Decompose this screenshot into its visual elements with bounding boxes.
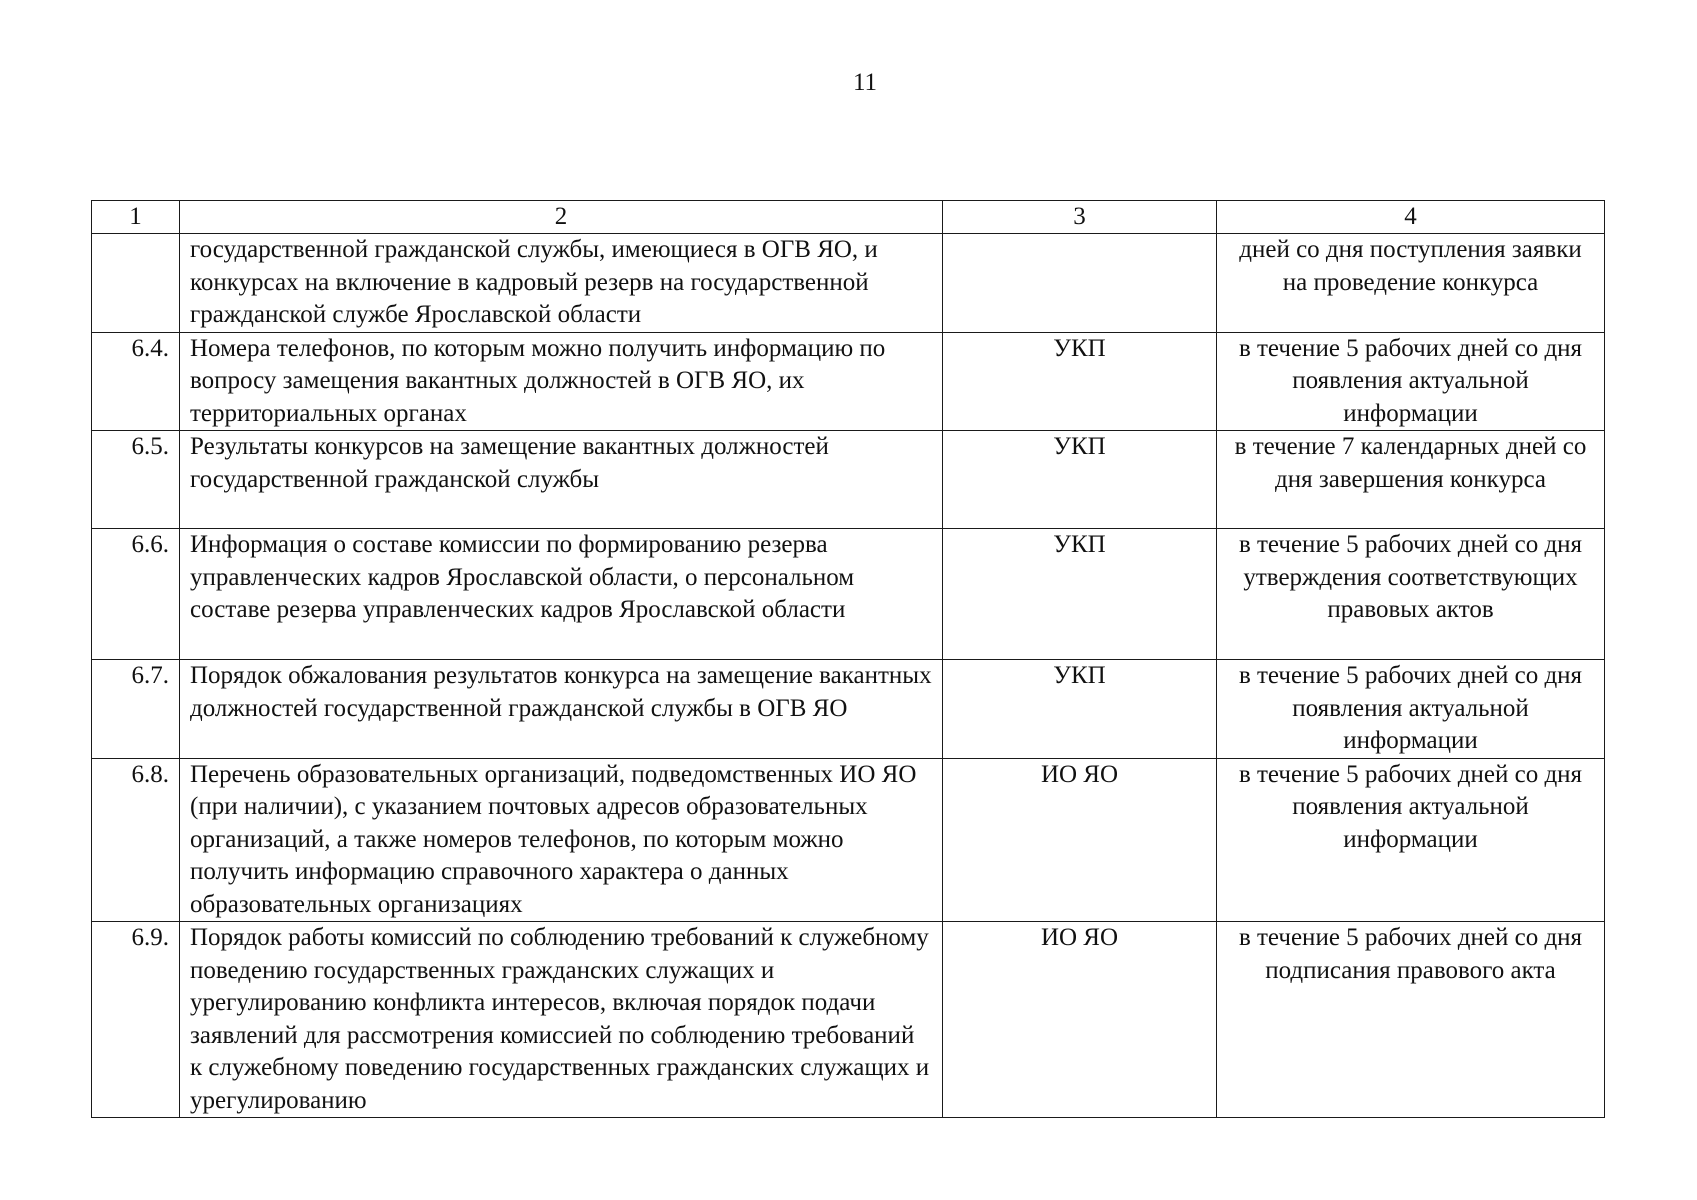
row-deadline: в течение 5 рабочих дней со дня появления актуальной информации [1217,758,1605,922]
row-number [92,234,180,333]
row-description: Порядок работы комиссий по соблюдению требований к служебному поведению государственных гражданских служащих и урегулированию конфликта интересов, включая порядок подачи заявлений для рассмотрения комиссией по соблюдению требований к служебному поведению государственных гражданских служащих и урегулированию [180,922,943,1118]
header-cell-3: 3 [943,201,1217,234]
row-responsible: УКП [943,431,1217,529]
row-description: Номера телефонов, по которым можно получить информацию по вопросу замещения вакантных должностей в ОГВ ЯО, их территориальных органах [180,332,943,431]
header-cell-4: 4 [1217,201,1605,234]
row-number: 6.4. [92,332,180,431]
row-responsible [943,234,1217,333]
row-number: 6.8. [92,758,180,922]
row-responsible: ИО ЯО [943,922,1217,1118]
table-row [92,332,1605,431]
header-cell-2: 2 [180,201,943,234]
row-deadline: в течение 5 рабочих дней со дня утверждения соответствующих правовых актов [1217,529,1605,660]
row-deadline: в течение 5 рабочих дней со дня появления актуальной информации [1217,332,1605,431]
page-number: 11 [852,69,878,96]
header-cell-1: 1 [92,201,180,234]
row-deadline: в течение 5 рабочих дней со дня появления актуальной информации [1217,660,1605,759]
row-responsible: ИО ЯО [943,758,1217,922]
row-description: Порядок обжалования результатов конкурса на замещение вакантных должностей государственной гражданской службы в ОГВ ЯО [180,660,943,759]
table-row [92,922,1605,1118]
row-number: 6.9. [92,922,180,1118]
table-row [92,529,1605,660]
table-row [92,758,1605,922]
row-number: 6.5. [92,431,180,529]
row-deadline: дней со дня поступления заявки на проведение конкурса [1217,234,1605,333]
row-deadline: в течение 7 календарных дней со дня завершения конкурса [1217,431,1605,529]
row-number: 6.6. [92,529,180,660]
row-deadline: в течение 5 рабочих дней со дня подписания правового акта [1217,922,1605,1118]
row-responsible: УКП [943,660,1217,759]
table-row [92,234,1605,333]
row-description: Результаты конкурсов на замещение вакантных должностей государственной гражданской службы [180,431,943,529]
row-responsible: УКП [943,332,1217,431]
table-row [92,431,1605,529]
document-table [91,200,1605,1118]
row-description: Информация о составе комиссии по формированию резерва управленческих кадров Ярославской области, о персональном составе резерва управленческих кадров Ярославской области [180,529,943,660]
table-row [92,660,1605,759]
row-responsible: УКП [943,529,1217,660]
row-description: государственной гражданской службы, имеющиеся в ОГВ ЯО, и конкурсах на включение в кадровый резерв на государственной гражданской службе Ярославской области [180,234,943,333]
row-description: Перечень образовательных организаций, подведомственных ИО ЯО (при наличии), с указанием почтовых адресов образовательных организаций, а также номеров телефонов, по которым можно получить информацию справочного характера о данных образовательных организациях [180,758,943,922]
table-header-row [92,201,1605,234]
row-number: 6.7. [92,660,180,759]
